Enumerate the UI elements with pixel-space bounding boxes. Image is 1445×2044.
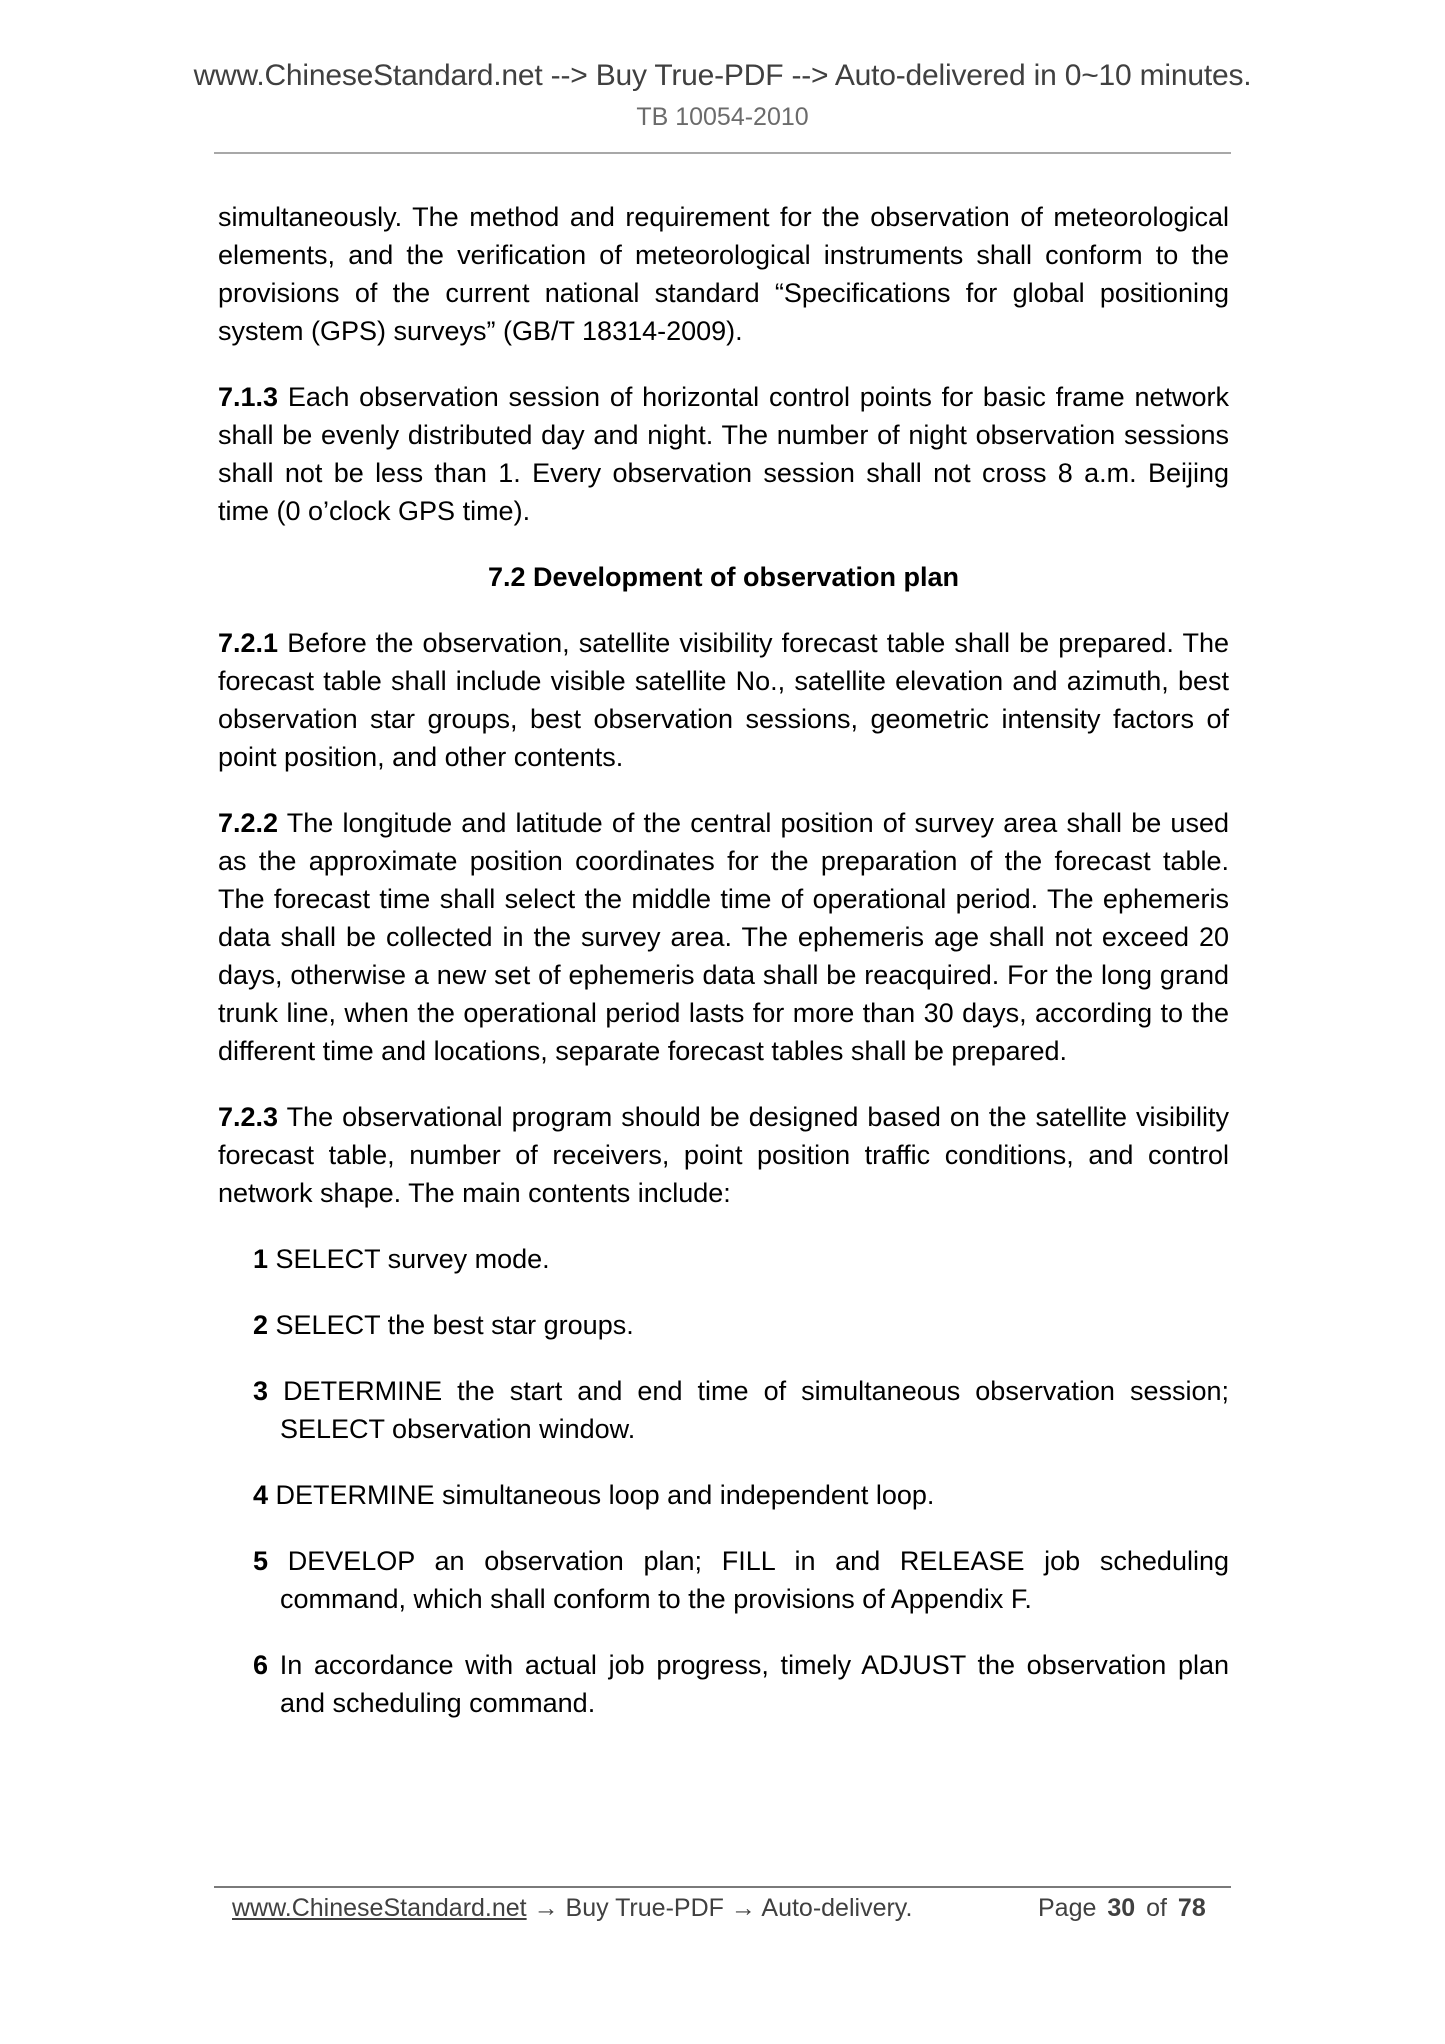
item-number: 5	[253, 1546, 269, 1576]
clause-text: Before the observation, satellite visibility forecast table shall be prepared. The forecast table shall include visible satellite No., satellite elevation and azimuth, best observation star groups, best observation sessions, geometric intensity factors of point position, and other contents.	[218, 628, 1229, 772]
clause-text: The longitude and latitude of the central position of survey area shall be used as the approximate position coordinates for the preparation of the forecast table. The forecast time shall select the middle time of operational period. The ephemeris data shall be collected in the survey area. The ephemeris age shall not exceed 20 days, otherwise a new set of ephemeris data shall be reacquired. For the long grand trunk line, when the operational period lasts for more than 30 days, according to the different time and locations, separate forecast tables shall be prepared.	[218, 808, 1229, 1066]
clause-7-1-3	[218, 378, 1229, 530]
item-text: In accordance with actual job progress, timely ADJUST the observation plan and scheduling command.	[268, 1650, 1229, 1718]
clause-number: 7.2.2	[218, 808, 279, 838]
page-label: Page	[1038, 1894, 1097, 1922]
item-number: 3	[253, 1376, 269, 1406]
footer-tagline: → Buy True-PDF → Auto-delivery.	[526, 1894, 913, 1922]
section-heading-7-2: 7.2 Development of observation plan	[487, 562, 960, 592]
list-item	[218, 1476, 1229, 1514]
header-banner: www.ChineseStandard.net --> Buy True-PDF --> Auto-delivered in 0~10 minutes.	[193, 59, 1252, 92]
clause-number: 7.2.3	[218, 1102, 279, 1132]
list-item	[218, 1306, 1229, 1344]
item-text: SELECT the best star groups.	[268, 1310, 634, 1340]
clause-7-2-3	[218, 1098, 1229, 1212]
list-item	[218, 1240, 1229, 1278]
paragraph-text: simultaneously. The method and requirement for the observation of meteorological elements, and the verification of meteorological instruments shall conform to the provisions of the current national standard “Specifications for global positioning system (GPS) surveys” (GB/T 18314-2009).	[218, 202, 1229, 346]
header-divider	[214, 152, 1231, 154]
paragraph-continuation	[218, 198, 1229, 350]
item-text: DETERMINE simultaneous loop and independent loop.	[268, 1480, 935, 1510]
clause-7-2-2	[218, 804, 1229, 1070]
item-number: 4	[253, 1480, 269, 1510]
footer-site-link[interactable]: www.ChineseStandard.net	[232, 1894, 527, 1922]
item-text: SELECT survey mode.	[268, 1244, 550, 1274]
page-indicator	[1038, 1893, 1206, 1923]
item-text: DETERMINE the start and end time of simultaneous observation session; SELECT observation window.	[268, 1376, 1229, 1444]
item-number: 1	[253, 1244, 269, 1274]
clause-number: 7.2.1	[218, 628, 279, 658]
clause-number: 7.1.3	[218, 382, 279, 412]
item-text: DEVELOP an observation plan; FILL in and RELEASE job scheduling command, which shall conform to the provisions of Appendix F.	[268, 1546, 1229, 1614]
item-number: 6	[253, 1650, 269, 1680]
page-current: 30	[1107, 1894, 1136, 1922]
clause-7-2-1	[218, 624, 1229, 776]
document-body	[218, 198, 1229, 1750]
clause-text: Each observation session of horizontal control points for basic frame network shall be evenly distributed day and night. The number of night observation sessions shall not be less than 1. Every observation session shall not cross 8 a.m. Beijing time (0 o’clock GPS time).	[218, 382, 1229, 526]
page-total: 78	[1177, 1894, 1206, 1922]
list-item	[218, 1646, 1229, 1722]
footer-divider	[214, 1886, 1231, 1888]
footer-promo	[232, 1893, 912, 1923]
page-of-label: of	[1146, 1894, 1167, 1922]
standard-code: TB 10054-2010	[636, 103, 809, 131]
list-item	[218, 1372, 1229, 1448]
clause-text: The observational program should be designed based on the satellite visibility forecast table, number of receivers, point position traffic conditions, and control network shape. The main contents include:	[218, 1102, 1229, 1208]
item-number: 2	[253, 1310, 269, 1340]
list-item	[218, 1542, 1229, 1618]
